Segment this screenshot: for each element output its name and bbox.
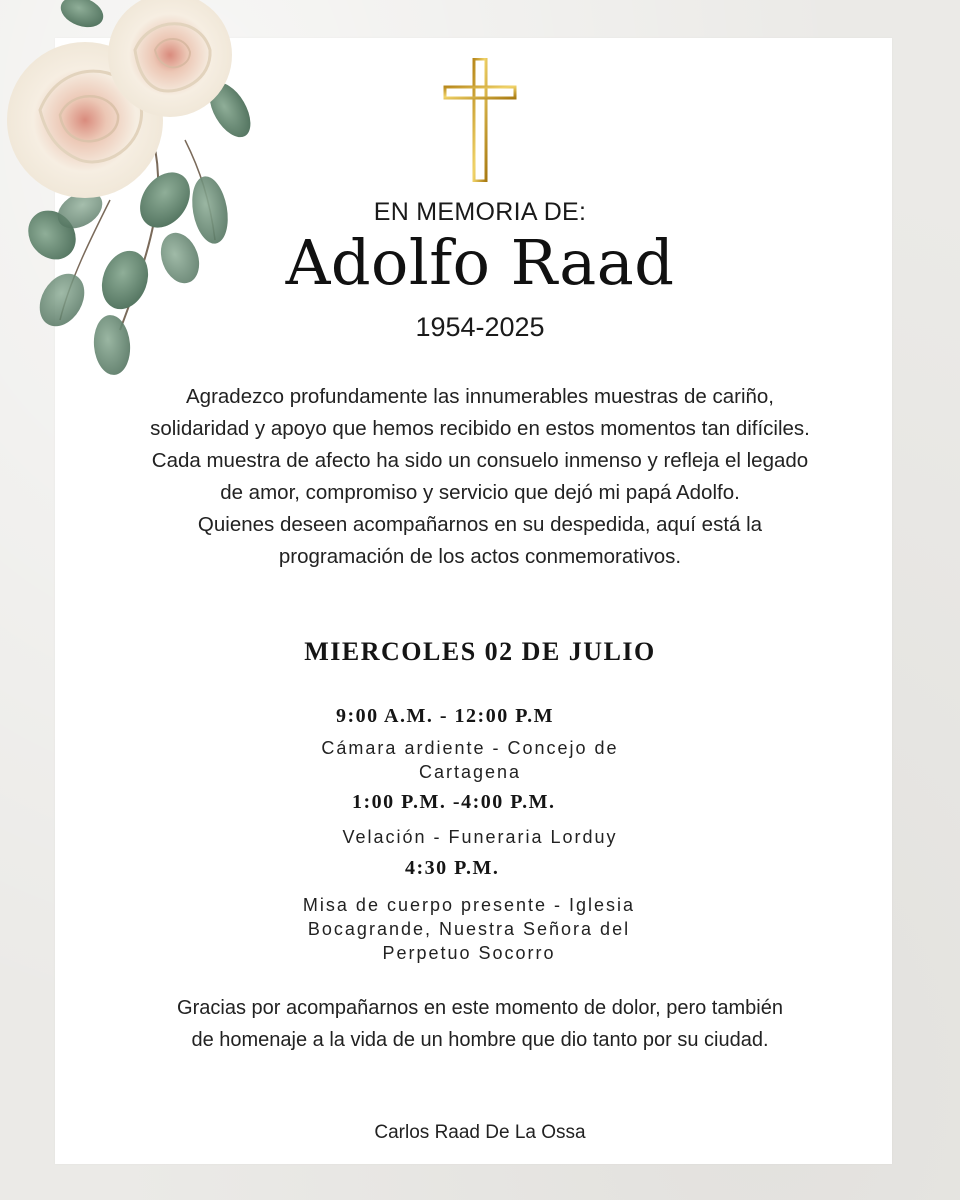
event-description: Velación - Funeraria Lorduy [342, 827, 618, 847]
schedule-date: MIERCOLES 02 DE JULIO [304, 637, 656, 666]
message-paragraph: Cada muestra de afecto ha sido un consuelo inmenso y refleja el legado de amor, compromiso y servicio que dejó mi papá Adolfo. [151, 449, 809, 504]
cross-icon [443, 58, 517, 182]
in-memory-label: EN MEMORIA DE: [373, 198, 587, 226]
message-paragraph: Quienes deseen acompañarnos en su despedida, aquí está la programación de los actos conmemorativos. [197, 513, 763, 568]
event-time: 4:30 P.M. [405, 857, 500, 879]
gratitude-message [150, 381, 810, 573]
event-time: 9:00 A.M. - 12:00 P.M [336, 705, 554, 727]
life-years: 1954-2025 [415, 312, 545, 342]
message-paragraph: Agradezco profundamente las innumerables muestras de cariño, solidaridad y apoyo que hemos recibido en estos momentos tan difíciles. [150, 385, 810, 440]
signature: Carlos Raad De La Ossa [374, 1122, 586, 1143]
event-description: Cámara ardiente - Concejo de Cartagena [321, 738, 619, 782]
deceased-name: Adolfo Raad [285, 226, 675, 299]
closing-message: Gracias por acompañarnos en este momento de dolor, pero también de homenaje a la vida de un hombre que dio tanto por su ciudad. [177, 997, 783, 1051]
event-description: Misa de cuerpo presente - Iglesia Bocagrande, Nuestra Señora del Perpetuo Socorro [302, 895, 636, 963]
event-time: 1:00 P.M. -4:00 P.M. [352, 791, 556, 813]
